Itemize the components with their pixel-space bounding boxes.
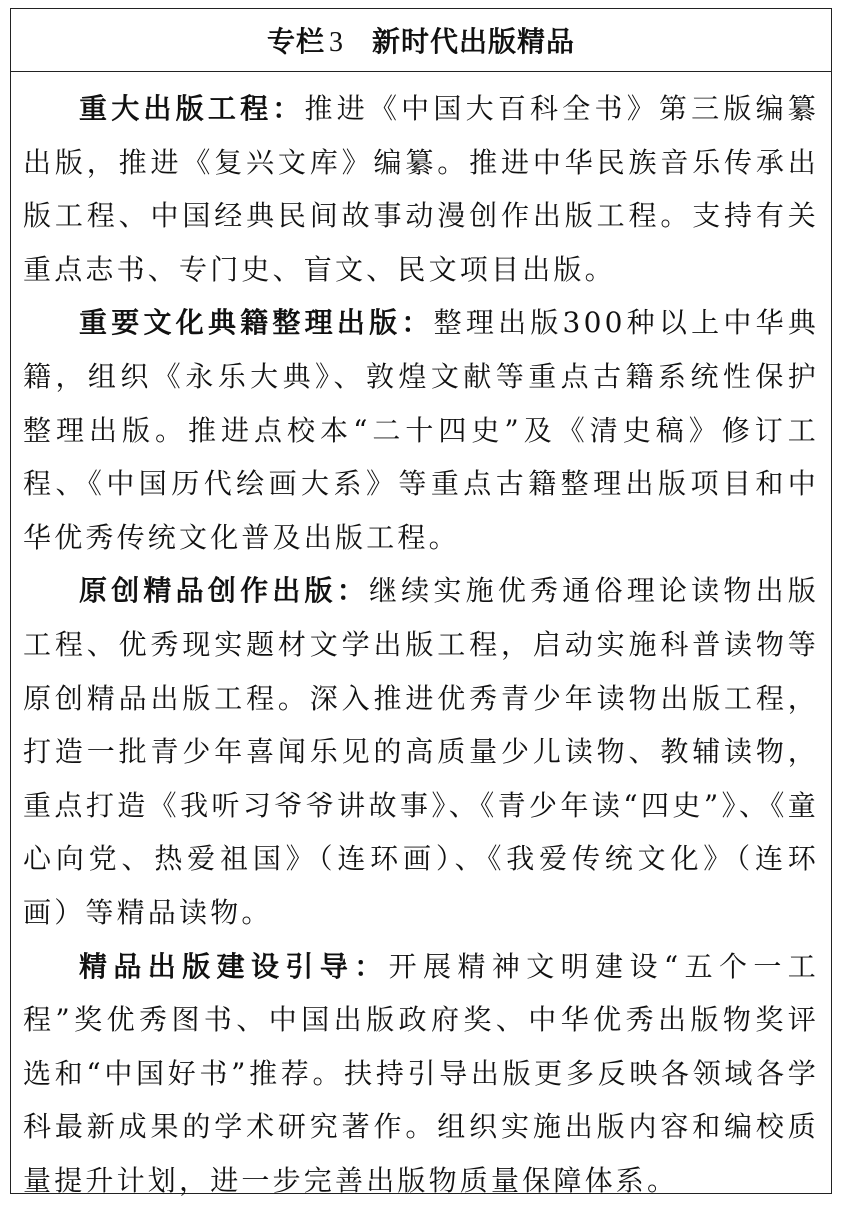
box-title-text: 新时代出版精品	[372, 25, 575, 58]
section-heading: 重大出版工程：	[79, 92, 305, 125]
section-body: 继续实施优秀通俗理论读物出版工程、优秀现实题材文学出版工程，启动实施科普读物等原创精品出版工程。深入推进优秀青少年读物出版工程，打造一批青少年喜闻乐见的高质量少儿读物、教辅读物，重点打造《我听习爷爷讲故事》、《青少年读“四史”》、《童心向党、热爱祖国》（连环画）、《我爱传统文化》（连环画）等精品读物。	[23, 574, 819, 929]
section-major-projects	[23, 82, 819, 296]
box-title-label: 专栏	[267, 25, 325, 58]
box-title-number: 3	[329, 27, 344, 58]
section-heading: 精品出版建设引导：	[79, 950, 389, 983]
section-body: 推进《中国大百科全书》第三版编纂出版，推进《复兴文库》编纂。推进中华民族音乐传承出版工程、中国经典民间故事动漫创作出版工程。支持有关重点志书、专门史、盲文、民文项目出版。	[23, 92, 819, 286]
section-body: 整理出版300种以上中华典籍，组织《永乐大典》、敦煌文献等重点古籍系统性保护整理出版。推进点校本“二十四史”及《清史稿》修订工程、《中国历代绘画大系》等重点古籍整理出版项目和中华优秀传统文化普及出版工程。	[23, 306, 819, 553]
section-original-works	[23, 564, 819, 939]
box-header	[11, 9, 831, 72]
section-heading: 原创精品创作出版：	[79, 574, 369, 607]
section-heading: 重要文化典籍整理出版：	[79, 306, 434, 339]
box-content	[11, 72, 831, 1207]
section-classics-collation	[23, 296, 819, 564]
feature-box	[10, 8, 832, 1194]
section-quality-guidance	[23, 940, 819, 1207]
section-body: 开展精神文明建设“五个一工程”奖优秀图书、中国出版政府奖、中华优秀出版物奖评选和“中国好书”推荐。扶持引导出版更多反映各领域各学科最新成果的学术研究著作。组织实施出版内容和编校质量提升计划，进一步完善出版物质量保障体系。	[23, 950, 819, 1197]
box-title	[267, 20, 575, 60]
